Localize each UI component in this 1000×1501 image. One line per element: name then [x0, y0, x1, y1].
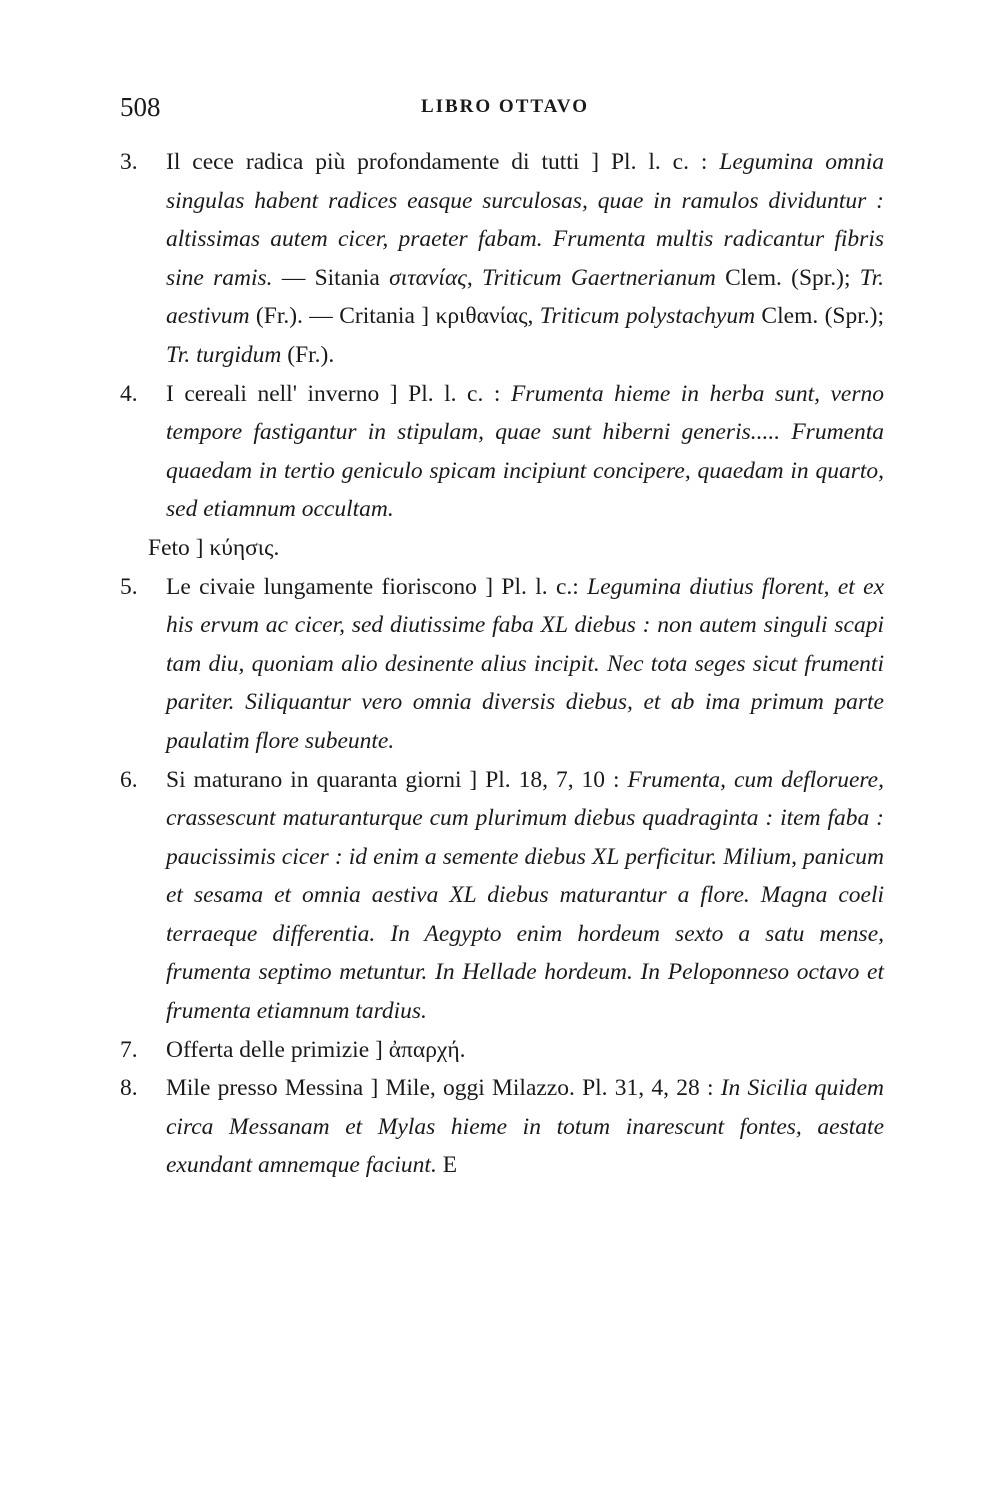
note-text: — Sitania	[272, 264, 390, 291]
subnote-feto	[118, 529, 884, 568]
page-header	[120, 92, 890, 132]
notes-section	[118, 143, 884, 1185]
note-8	[118, 1069, 884, 1185]
subnote-tail: .	[273, 534, 280, 561]
note-body	[166, 761, 884, 1031]
latin-quote: In Sicilia quidem circa Messanam et Mylas hieme in totum inarescunt fontes, aestate exundant amnemque faciunt.	[166, 1075, 884, 1179]
running-head: LIBRO OTTAVO	[420, 96, 590, 117]
latin-quote: Frumenta, cum defloruere, crassescunt maturanturque cum plurimum diebus quadraginta : item faba : paucissimis cicer : id enim a semente diebus XL perficitur. Milium, panicum et sesama et omnia aestiva XL diebus maturantur a flore. Magna coeli terraeque differentia. In Aegypto enim hordeum sexto a satu mense, frumenta septimo metuntur. In Hellade hordeum. In Peloponneso octavo et frumenta etiamnum tardius.	[166, 766, 884, 1025]
greek-term: ἀπαρχή	[388, 1036, 460, 1063]
note-body	[166, 568, 884, 761]
latin-quote: Frumenta hieme in herba sunt, verno tempore fastigantur in stipulam, quae sunt hiberni generis..... Frumenta quaedam in tertio geniculo spicam incipiunt concipere, quaedam in quarto, sed etiamnum occultam.	[166, 380, 885, 523]
note-number: 6.	[120, 766, 138, 793]
note-text: ,	[527, 303, 540, 330]
greek-term: κύησις	[209, 534, 274, 561]
note-text: Clem. (Spr.);	[715, 264, 860, 291]
species-name: Tr. aestivum	[166, 264, 884, 330]
page-number: 508	[120, 92, 161, 122]
note-lemma: I cereali nell' inverno ] Pl. l. c. :	[166, 380, 511, 407]
note-body	[166, 375, 884, 529]
note-7	[118, 1031, 884, 1070]
subnote-lemma: Feto ]	[148, 534, 210, 561]
note-3	[118, 143, 884, 375]
note-number: 4.	[120, 380, 138, 407]
greek-term: κριθανίας	[435, 303, 528, 330]
note-number: 7.	[120, 1036, 138, 1063]
note-number: 8.	[120, 1075, 138, 1102]
note-4	[118, 375, 884, 529]
note-lemma: Offerta delle primizie ]	[166, 1036, 389, 1063]
note-body	[166, 1069, 884, 1185]
species-name: Triticum polystachyum	[539, 303, 756, 330]
note-tail: E	[436, 1152, 458, 1179]
note-body	[166, 1031, 884, 1070]
note-number: 3.	[120, 149, 138, 175]
note-lemma: Mile presso Messina ] Mile, oggi Milazzo. Pl. 31, 4, 28 :	[166, 1075, 721, 1102]
note-5	[118, 568, 884, 761]
note-lemma: Le civaie lungamente fioriscono ] Pl. l. c.:	[166, 573, 588, 600]
note-text: (Fr.). — Critania ]	[249, 303, 436, 330]
note-text: (Fr.).	[281, 341, 335, 368]
note-text: ,	[466, 264, 482, 291]
latin-quote: Legumina diutius florent, et ex his ervum ac cicer, sed diutissime faba XL diebus : non autem singuli scapi tam diu, quoniam alio desinente alius incipit. Nec tota seges sicut frumenti pariter. Siliquantur vero omnia diversis diebus, et ab ima primum parte paulatim flore subeunte.	[166, 573, 885, 754]
note-body	[166, 143, 884, 375]
note-number: 5.	[120, 573, 138, 600]
note-lemma: Si maturano in quaranta giorni ] Pl. 18, 7, 10 :	[166, 766, 628, 793]
greek-term: σιτανίας	[389, 264, 467, 291]
note-text: Clem. (Spr.);	[755, 303, 885, 330]
species-name: Tr. turgidum	[166, 341, 282, 368]
note-6	[118, 761, 884, 1031]
latin-quote: Legumina omnia singulas habent radices easque surculosas, quae in ramulos dividuntur : altissimas autem cicer, praeter fabam. Frumenta multis radicantur fibris sine ramis.	[166, 149, 885, 291]
note-tail: .	[459, 1036, 466, 1063]
species-name: Triticum Gaertnerianum	[481, 264, 716, 291]
note-lemma: Il cece radica più profondamente di tutti ] Pl. l. c. :	[166, 149, 720, 175]
